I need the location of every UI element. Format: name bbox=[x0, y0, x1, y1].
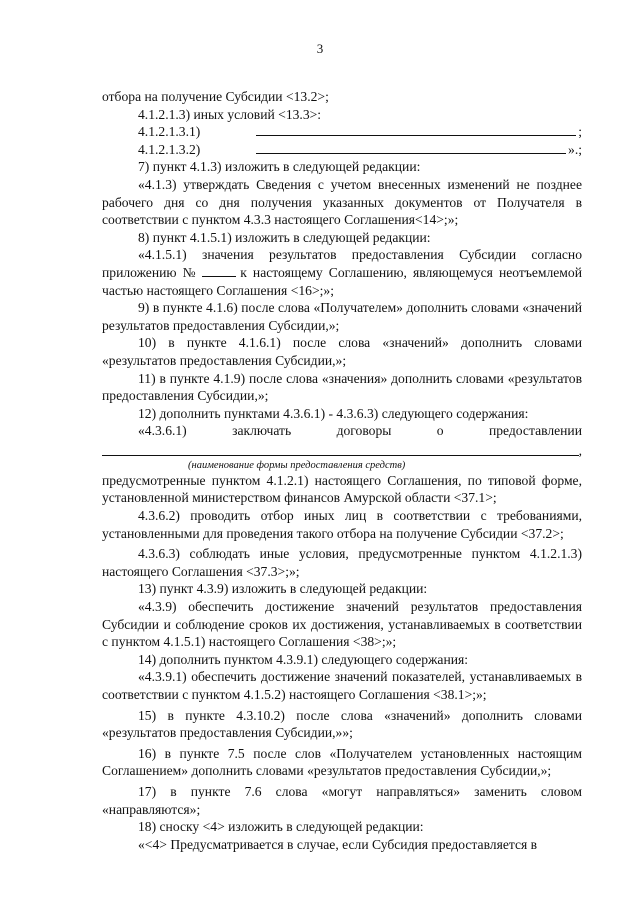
blank-line bbox=[256, 123, 576, 136]
paragraph: 4.3.6.3) соблюдать иные условия, предусмотренные пунктом 4.1.2.1.3) настоящего Соглашения <37.3>;»; bbox=[102, 546, 582, 579]
document-body bbox=[102, 88, 582, 853]
paragraph bbox=[102, 246, 582, 299]
paragraph-text: «4.1.5.1) значения результатов предоставления Субсидии согласно приложению № bbox=[102, 247, 582, 280]
paragraph: 13) пункт 4.3.9) изложить в следующей редакции: bbox=[138, 581, 428, 597]
paragraph: 10) в пункте 4.1.6.1) после слова «значений» дополнить словами «результатов предоставления Субсидии,»; bbox=[102, 335, 582, 368]
item-number: 4.1.2.1.3.1) bbox=[138, 124, 201, 140]
paragraph: 17) в пункте 7.6 слова «могут направляться» заменить словом «направляются»; bbox=[102, 783, 582, 817]
paragraph: «4.1.3) утверждать Сведения с учетом внесенных изменений не позднее рабочего дня со дня получения указанных документов от Получателя в соответствии с пунктом 4.3.3 настоящего Соглашения<14>;»; bbox=[102, 176, 582, 228]
paragraph: 16) в пункте 7.5 после слов «Получателем установленных настоящим Соглашением» дополнить словами «результатов предоставления Субсидии,»; bbox=[102, 745, 582, 779]
paragraph: 4.3.6.2) проводить отбор иных лиц в соответствии с требованиями, установленными для проведения такого отбора на получение Субсидии <37.2>; bbox=[102, 508, 582, 541]
paragraph: «4.3.9.1) обеспечить достижение значений показателей, устанавливаемых в соответствии с пунктом 4.1.5.2) настоящего Соглашения <38.1>;»; bbox=[102, 669, 582, 702]
line-terminator: , bbox=[578, 443, 582, 459]
line-terminator: ; bbox=[578, 124, 582, 140]
paragraph-text: к настоящему Соглашению, являющемуся неотъемлемой частью настоящего Соглашения <16>;»; bbox=[102, 264, 582, 298]
blank-item-row bbox=[102, 123, 582, 141]
blank-line bbox=[202, 264, 236, 277]
blank-item-row bbox=[102, 141, 582, 159]
paragraph: «4.3.6.1) заключать договоры о предоставлении bbox=[138, 423, 582, 439]
paragraph: отбора на получение Субсидии <13.2>; bbox=[102, 89, 329, 104]
paragraph: 15) в пункте 4.3.10.2) после слова «значений» дополнить словами «результатов предоставления Субсидии,»»; bbox=[102, 707, 582, 741]
paragraph: 14) дополнить пунктом 4.3.9.1) следующего содержания: bbox=[138, 651, 469, 667]
field-caption: (наименование формы предоставления средств) bbox=[188, 459, 406, 471]
paragraph: 11) в пункте 4.1.9) после слова «значения» дополнить словами «результатов предоставления Субсидии,»; bbox=[102, 370, 582, 404]
paragraph: «<4> Предусматривается в случае, если Субсидия предоставляется в bbox=[138, 836, 538, 852]
item-number: 4.1.2.1.3.2) bbox=[138, 141, 201, 157]
paragraph: 12) дополнить пунктами 4.3.6.1) - 4.3.6.3) следующего содержания: bbox=[138, 405, 529, 421]
paragraph: предусмотренные пунктом 4.1.2.1) настоящего Соглашения, по типовой форме, установленной министерством финансов Амурской области <37.1>; bbox=[102, 472, 582, 506]
paragraph: 8) пункт 4.1.5.1) изложить в следующей редакции: bbox=[138, 229, 431, 245]
paragraph: 4.1.2.1.3) иных условий <13.3>: bbox=[138, 106, 322, 122]
paragraph: 7) пункт 4.1.3) изложить в следующей редакции: bbox=[138, 159, 421, 175]
paragraph: 18) сноску <4> изложить в следующей редакции: bbox=[138, 819, 424, 835]
paragraph: 9) в пункте 4.1.6) после слова «Получателем» дополнить словами «значений результатов предоставления Субсидии,»; bbox=[102, 300, 582, 333]
paragraph: «4.3.9) обеспечить достижение значений результатов предоставления Субсидии и соблюдение сроков их достижения, устанавливаемых в соответствии с пунктом 4.1.5.1) настоящего Соглашения <38>;»; bbox=[102, 599, 582, 650]
page-number: 3 bbox=[316, 41, 324, 56]
line-terminator: ».; bbox=[568, 141, 582, 157]
blank-line bbox=[256, 141, 566, 154]
blank-line bbox=[102, 443, 579, 456]
blank-line-row bbox=[102, 440, 582, 460]
